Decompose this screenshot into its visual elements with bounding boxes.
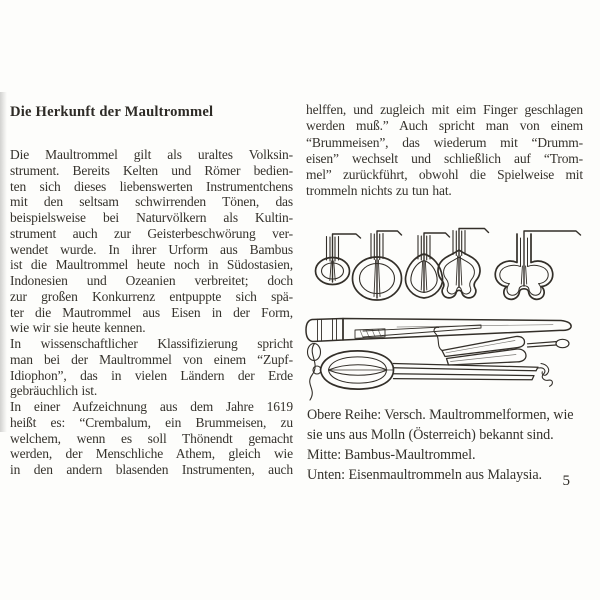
jews-harp-1	[316, 234, 361, 285]
text-line: ist die Maultrommel heute noch in Südostasien,	[10, 257, 293, 273]
text-line: Die Maultrommel gilt als uraltes Volksin-	[10, 147, 293, 162]
spoon-jews-harp	[313, 351, 552, 389]
text-line: ter die Mautrommel aus Eisen in der Form,	[10, 304, 293, 320]
text-line: helffen, und zugleich mit eim Finger geschlagen	[306, 102, 583, 117]
text-line: “Brummeisen”, das wiederum mit “Drumm-	[306, 134, 583, 150]
page-number: 5	[562, 473, 570, 489]
text-line: Idiophon”, das in vielen Ländern der Erde	[10, 367, 293, 383]
text-line: trommeln nichts zu tun hat.	[306, 183, 452, 199]
text-line: wendet wurde. In ihrer Urform aus Bambus	[10, 241, 293, 257]
jews-harp-2	[353, 231, 402, 300]
jews-harps-row	[316, 229, 581, 301]
text-line: werden muß.” Auch spricht man von einem	[306, 118, 583, 134]
text-line: gebräuchlich ist.	[10, 383, 98, 399]
text-line: mel” zurückführt, obwohl die Spielweise mit	[306, 167, 583, 183]
left-column	[10, 147, 293, 478]
text-line: in den andern blasenden Instrumenten, auch	[10, 462, 293, 477]
text-line: ten sich dieses liebenswerten Instrumentchens	[10, 178, 293, 194]
caption-line: Unten: Eisenmaultrommeln aus Malaysia.	[307, 466, 542, 483]
text-line: eisen” wechselt und schließlich auf “Trom-	[306, 150, 583, 166]
jews-harp-4	[438, 229, 489, 298]
text-line: werden, der Menschliche Athem, gleich wie	[10, 446, 293, 462]
text-line: strument. Bereits Kelten und Römer bedien-	[10, 162, 293, 178]
text-line: wie wir sie heute kennen.	[10, 320, 146, 336]
scan-edge-shadow	[0, 92, 7, 432]
right-column	[306, 102, 583, 200]
text-line: In einer Aufzeichnung aus dem Jahre 1619	[10, 399, 293, 414]
text-line: strument auch zur Geisterbeschwörung ver-	[10, 225, 293, 241]
text-line: welchem, wenn es soll Thönendt gemacht	[10, 430, 293, 446]
text-line: In wissenschaftlicher Klassifizierung spricht	[10, 336, 293, 351]
text-line: heißt es: “Crembalum, ein Brummeisen, zu	[10, 414, 293, 430]
text-line: zur großen Konkurrenz entpuppte sich spä-	[10, 288, 293, 304]
maultrommel-figure	[305, 224, 590, 404]
text-line: man bei der Maultrommel von einem “Zupf-	[10, 351, 293, 367]
jews-harp-5	[495, 231, 580, 299]
maultrommel-illustration	[305, 224, 590, 404]
article-heading: Die Herkunft der Maultrommel	[10, 104, 214, 120]
caption-line: Obere Reihe: Versch. Maultrommelformen, wie	[307, 407, 574, 423]
text-line: Indonesien und Ozeanien verbreitet; doch	[10, 273, 293, 288]
text-line: mit den seltsam schwirrenden Tönen, das	[10, 194, 293, 210]
text-line: beispielsweise bei Naturvölkern als Kultin-	[10, 210, 293, 225]
caption-line: sie uns aus Molln (Österreich) bekannt sind.	[307, 426, 554, 443]
caption-line: Mitte: Bambus-Maultrommel.	[307, 446, 476, 463]
iron-jews-harps	[313, 327, 569, 389]
